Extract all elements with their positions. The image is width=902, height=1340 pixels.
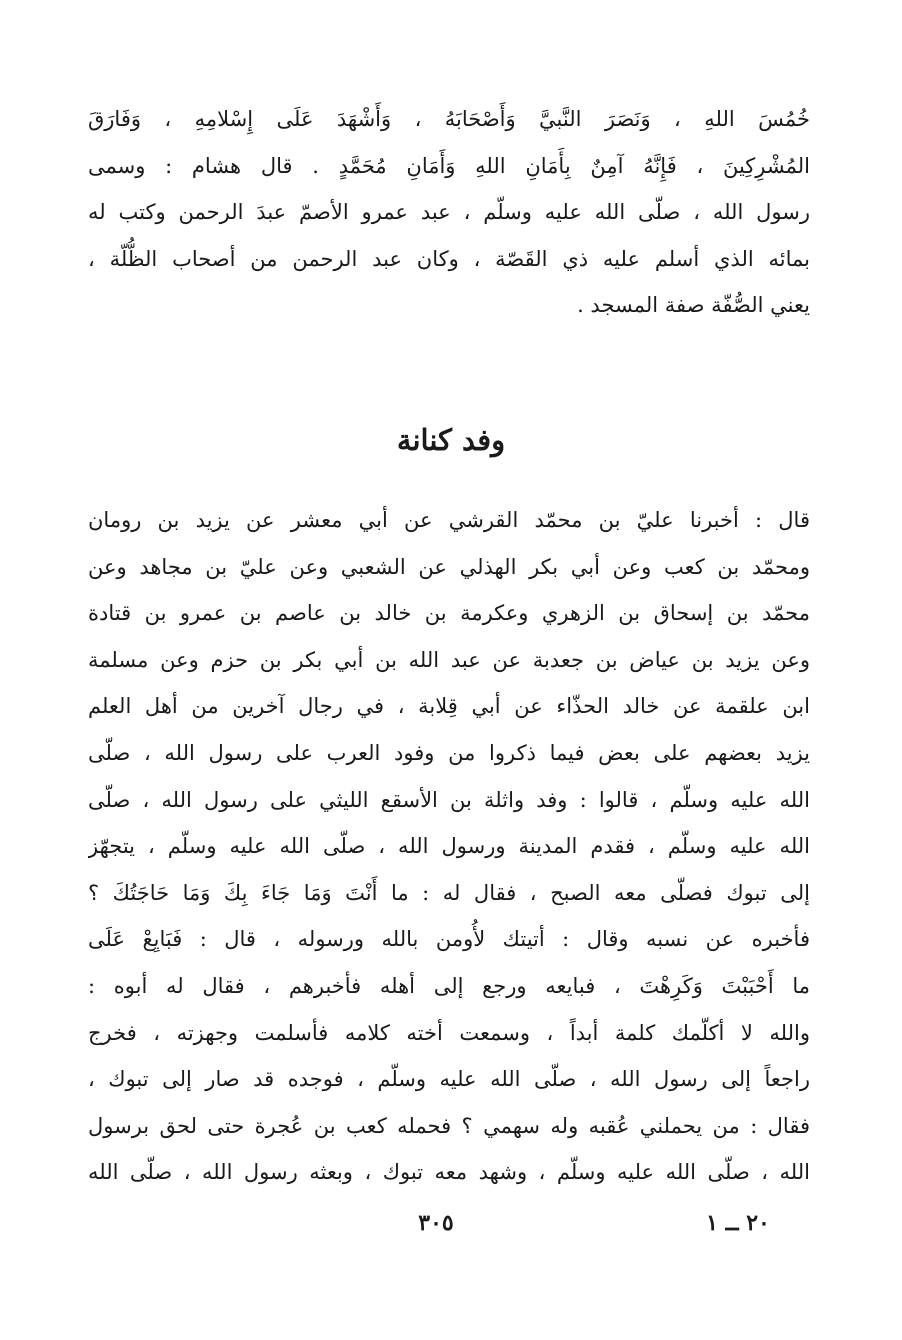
text-line: يزيد بعضهم على بعض فيما ذكروا من وفود العرب على رسول الله ، صلّى: [88, 740, 810, 765]
text-line: محمّد بن إسحاق بن الزهري وعكرمة بن خالد بن عاصم بن عمرو بن قتادة: [88, 601, 810, 626]
text-line: راجعاً إلى رسول الله ، صلّى الله عليه وسلّم ، فوجده قد صار إلى تبوك ،: [88, 1067, 810, 1092]
text-line: ومحمّد بن كعب وعن أبي بكر الهذلي عن الشعبي وعن عليّ بن مجاهد وعن: [88, 554, 810, 579]
text-line: يعني الصُّفّة صفة المسجد .: [577, 293, 810, 318]
text-line: وعن يزيد بن عياض بن جعدبة عن عبد الله بن أبي بكر بن حزم وعن مسلمة: [88, 647, 810, 672]
text-line: الله عليه وسلّم ، فقدم المدينة ورسول الله ، صلّى الله عليه وسلّم ، يتجهّز: [88, 834, 810, 859]
page-footer: [0, 1198, 902, 1248]
top-paragraph: [88, 96, 810, 329]
text-line: الله ، صلّى الله عليه وسلّم ، وشهد معه تبوك ، وبعثه رسول الله ، صلّى الله: [88, 1160, 810, 1185]
signature-mark: ٢٠ ــ ١: [706, 1210, 770, 1236]
text-line: بمائه الذي أسلم عليه ذي القَصّة ، وكان عبد الرحمن من أصحاب الظُّلّة ،: [88, 246, 810, 271]
text-line: رسول الله ، صلّى الله عليه وسلّم ، عبد عمرو الأصمّ عبدَ الرحمن وكتب له: [88, 200, 810, 225]
text-line: ابن علقمة عن خالد الحذّاء عن أبي قِلابة ، في رجال آخرين من أهل العلم: [88, 694, 810, 719]
text-line: فقال : من يحملني عُقبه وله سهمي ؟ فحمله كعب بن عُجرة حتى لحق برسول: [88, 1113, 810, 1138]
text-line: فأخبره عن نسبه وقال : أتيتك لأُومن بالله ورسوله ، قال : فَبَايِعْ عَلَى: [88, 927, 810, 952]
text-line: ما أَحْبَبْتَ وَكَرِهْتَ ، فبايعه ورجع إلى أهله فأخبرهم ، فقال له أبوه :: [88, 973, 810, 998]
section-title: وفد كنانة: [396, 423, 506, 457]
main-paragraph: [88, 497, 810, 1196]
text-line: إلى تبوك فصلّى معه الصبح ، فقال له : ما أَنْتَ وَمَا جَاءَ بِكَ وَمَا حَاجَتُكَ ؟: [88, 880, 810, 905]
text-line: المُشْرِكِينَ ، فَإِنَّهُ آمِنٌ بِأَمَانِ اللهِ وَأَمَانِ مُحَمَّدٍ . قال هشام : وسمى: [88, 153, 810, 178]
text-line: والله لا أكلّمك كلمة أبداً ، وسمعت أخته كلامه فأسلمت وجهزته ، فخرج: [88, 1020, 810, 1045]
page-number: ٣٠٥: [418, 1210, 454, 1236]
text-line: الله عليه وسلّم ، قالوا : وفد واثلة بن الأسقع الليثي على رسول الله ، صلّى: [88, 787, 810, 812]
text-line: قال : أخبرنا عليّ بن محمّد القرشي عن أبي معشر عن يزيد بن رومان: [88, 508, 810, 532]
text-line: خُمُسَ اللهِ ، وَنَصَرَ النَّبيَّ وَأَصْحَابَهُ ، وَأَشْهَدَ عَلَى إِسْلامِهِ ، وَفَارَقَ: [88, 107, 810, 131]
